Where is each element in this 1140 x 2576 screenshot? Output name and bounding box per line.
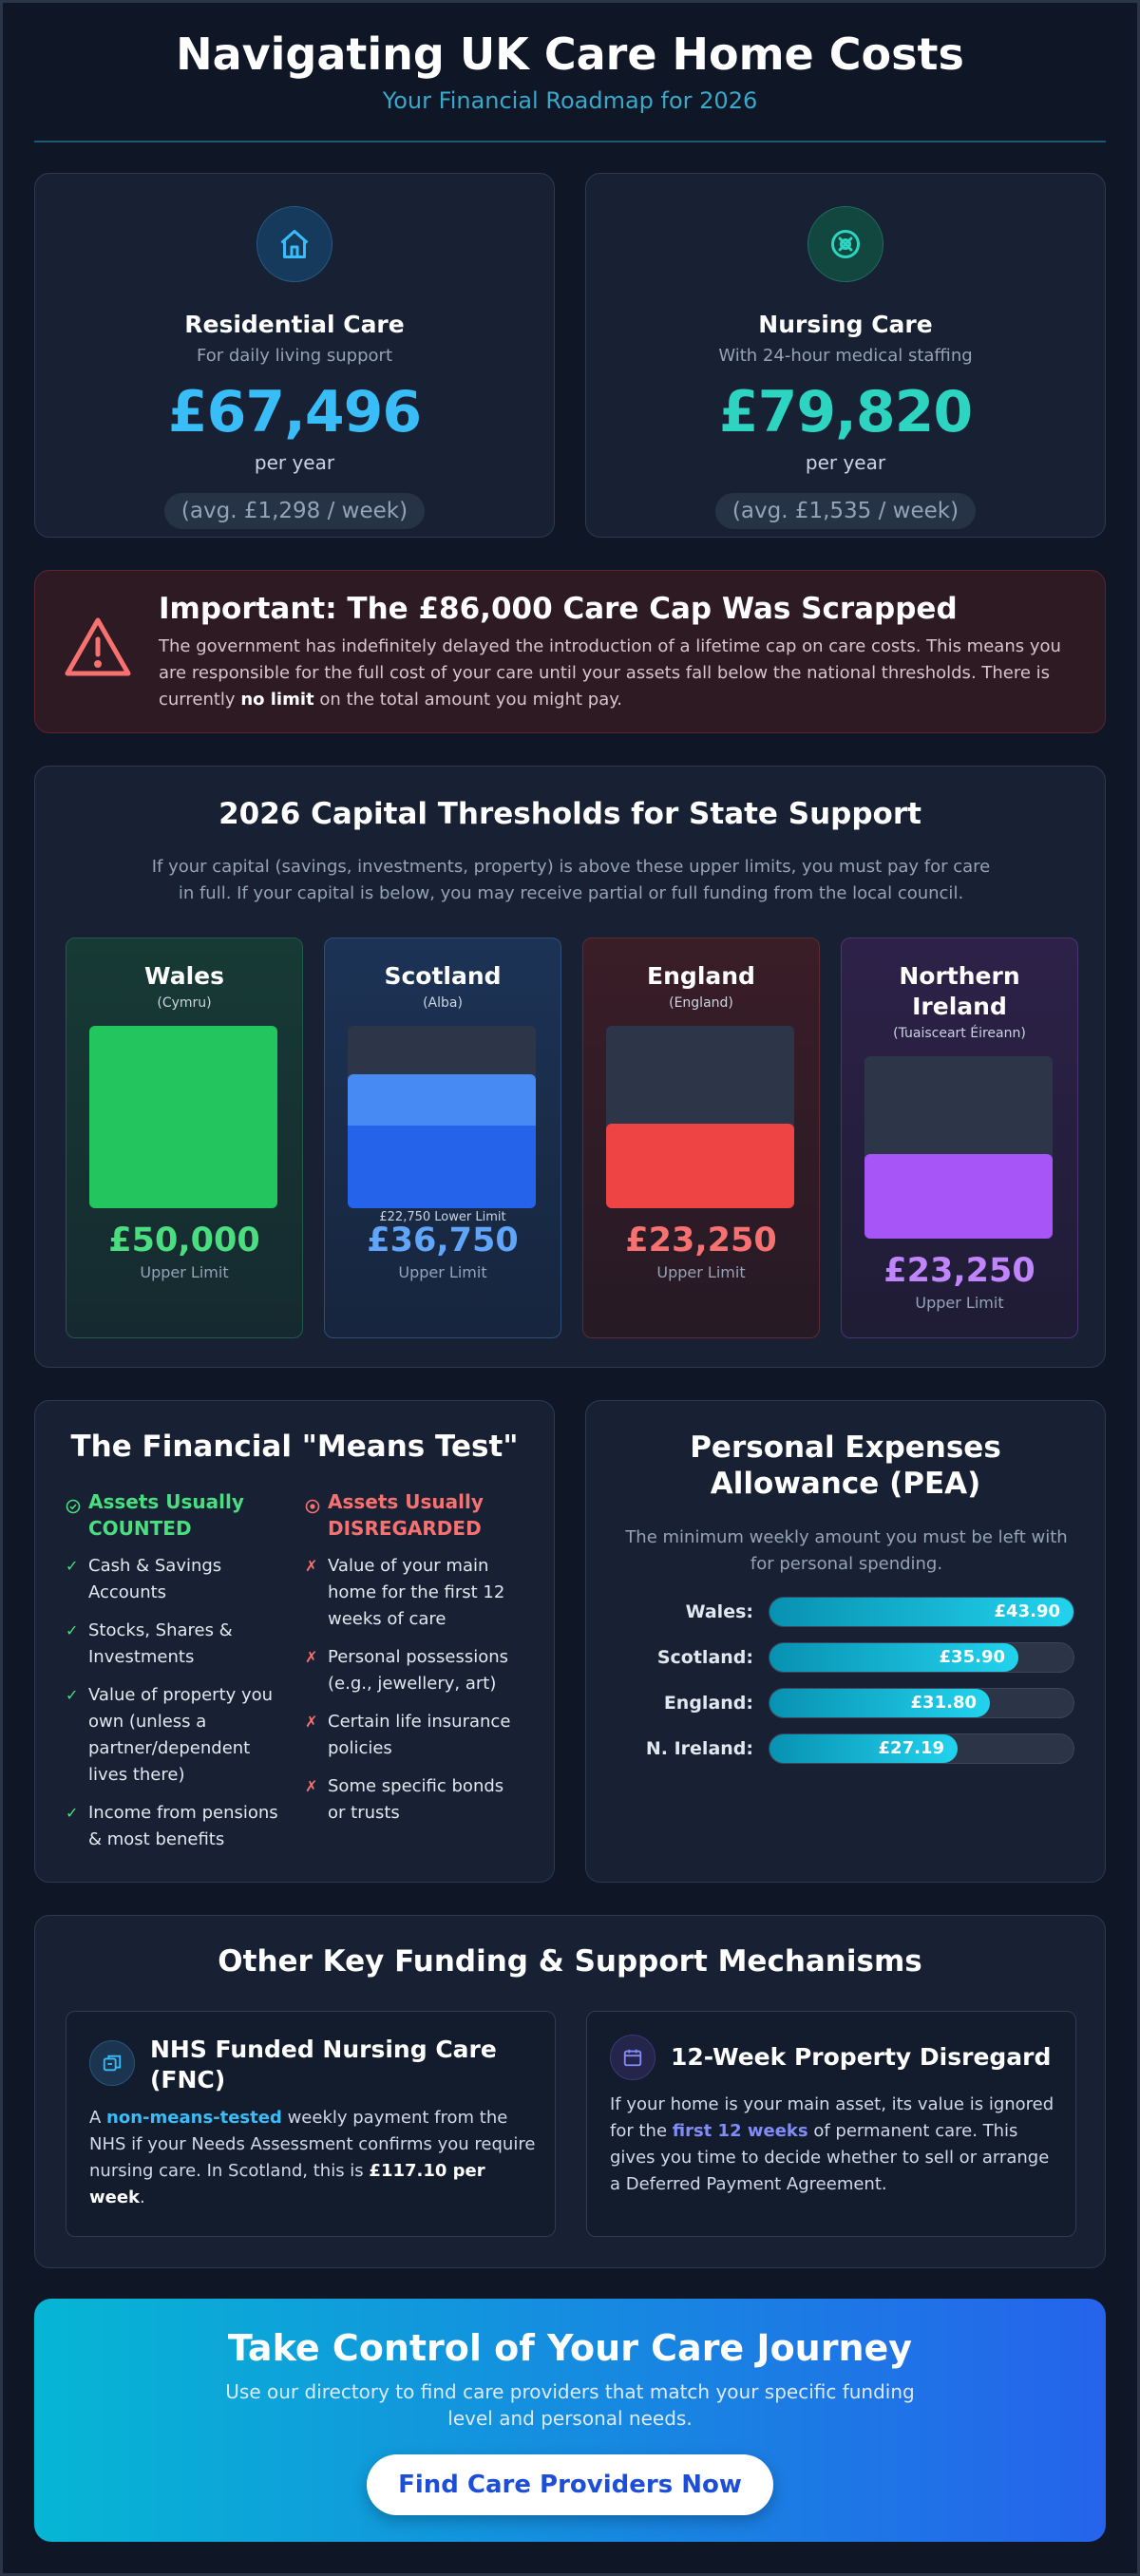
cross-icon: ✗ [305, 1557, 318, 1575]
check-icon: ✓ [66, 1557, 79, 1575]
list-item-text: Value of your main home for the first 12 weeks of care [328, 1556, 505, 1629]
home-icon [256, 206, 332, 282]
list-item-text: Cash & Savings Accounts [88, 1556, 222, 1602]
header-divider [34, 141, 1106, 142]
region-name: Northern Ireland [899, 962, 1020, 1020]
list-item-text: Income from pensions & most benefits [88, 1803, 278, 1849]
region-card-northern-ireland [841, 938, 1078, 1338]
pea-row-label: Wales: [685, 1601, 753, 1622]
pea-bar-track [769, 1597, 1074, 1627]
pea-title: Personal Expenses Allowance (PEA) [690, 1430, 1001, 1501]
nursing-care-title: Nursing Care [758, 311, 933, 338]
nhs-fnc-text [89, 2105, 536, 2211]
list-item [305, 1773, 523, 1827]
means-test-card [34, 1400, 555, 1883]
cross-icon: ✗ [305, 1777, 318, 1795]
region-name: Wales [144, 962, 224, 990]
personal-expenses-allowance-card [585, 1400, 1106, 1883]
pea-description: The minimum weekly amount you must be left with for personal spending. [625, 1527, 1068, 1574]
region-native-name: (England) [669, 995, 733, 1011]
nursing-care-weekly-average: (avg. £1,535 / week) [715, 493, 976, 529]
means-test-title: The Financial "Means Test" [70, 1430, 519, 1464]
residential-care-period: per year [254, 451, 335, 474]
threshold-bar-track [864, 1056, 1053, 1239]
text-part: A [89, 2108, 107, 2128]
text-part: If your home is your main asset, its value is ignored for the [610, 2094, 1054, 2141]
threshold-value-scotland: £36,750 [367, 1222, 519, 1260]
residential-care-subtitle: For daily living support [197, 346, 392, 366]
pea-row-label: Scotland: [656, 1647, 753, 1668]
assets-counted-heading-text: Assets Usually COUNTED [88, 1490, 244, 1540]
cross-icon: ✗ [305, 1648, 318, 1666]
pea-row-northern-ireland [586, 1733, 1105, 1764]
residential-care-weekly-average: (avg. £1,298 / week) [164, 493, 425, 529]
warning-text-emphasis: no limit [240, 690, 314, 710]
threshold-label: Upper Limit [656, 1263, 746, 1281]
check-icon: ✓ [66, 1686, 79, 1704]
list-item-text: Personal possessions (e.g., jewellery, art) [328, 1647, 509, 1694]
assets-disregarded-column [305, 1488, 523, 1838]
region-card-wales [66, 938, 303, 1338]
property-disregard-title: 12-Week Property Disregard [671, 2043, 1052, 2071]
region-native-name: (Tuaisceart Éireann) [893, 1026, 1026, 1041]
page-subtitle: Your Financial Roadmap for 2026 [382, 87, 758, 114]
nhs-fnc-title: NHS Funded Nursing Care (FNC) [150, 2036, 497, 2093]
cta-text: Use our directory to find care providers that match your specific funding level and personal needs. [225, 2380, 915, 2430]
find-care-providers-button[interactable]: Find Care Providers Now [367, 2454, 773, 2515]
cross-icon: ✗ [305, 1713, 318, 1731]
pea-row-label: N. Ireland: [645, 1738, 753, 1759]
warning-text-part: on the total amount you might pay. [314, 690, 623, 710]
pea-bar: £43.90 [770, 1598, 1074, 1626]
other-funding-title: Other Key Funding & Support Mechanisms [218, 1944, 922, 1979]
region-native-name: (Cymru) [157, 995, 212, 1011]
threshold-bar-track [606, 1026, 794, 1208]
check-circle-icon [66, 1494, 88, 1521]
list-item [305, 1709, 523, 1762]
nursing-care-price: £79,820 [718, 379, 973, 445]
calendar-icon [610, 2035, 656, 2080]
list-item-text: Certain life insurance policies [328, 1712, 511, 1758]
threshold-bar-england [606, 1124, 794, 1208]
care-cap-warning-banner [34, 570, 1106, 733]
region-card-scotland [324, 938, 561, 1338]
text-part: of permanent care. This gives you time to decide whether to sell or arrange a Deferred Payment Agreement. [610, 2121, 1050, 2194]
cta-banner [34, 2299, 1106, 2542]
region-name: England [647, 962, 755, 990]
capital-thresholds-section [34, 766, 1106, 1368]
assets-counted-list [66, 1553, 284, 1853]
threshold-label: Upper Limit [915, 1294, 1004, 1312]
threshold-value-england: £23,250 [625, 1222, 777, 1260]
page-title: Navigating UK Care Home Costs [176, 28, 964, 80]
pea-bar: £31.80 [770, 1689, 990, 1717]
pea-bar: £27.19 [770, 1734, 958, 1763]
medical-icon [808, 206, 884, 282]
pea-bar-track [769, 1688, 1074, 1718]
warning-title: Important: The £86,000 Care Cap Was Scrapped [159, 592, 958, 626]
assets-disregarded-list [305, 1553, 523, 1827]
threshold-value-northern-ireland: £23,250 [884, 1252, 1036, 1290]
nursing-care-card [585, 173, 1106, 538]
nhs-fnc-card [66, 2011, 556, 2237]
warning-triangle-icon [64, 616, 132, 681]
list-item-text: Stocks, Shares & Investments [88, 1620, 233, 1667]
region-name: Scotland [384, 962, 502, 990]
pea-bar: £35.90 [770, 1643, 1018, 1672]
property-disregard-text [610, 2092, 1056, 2198]
assets-disregarded-heading [305, 1488, 523, 1542]
nursing-care-period: per year [805, 451, 886, 474]
check-icon: ✓ [66, 1621, 79, 1639]
cta-title: Take Control of Your Care Journey [227, 2327, 913, 2369]
pea-row-england [586, 1688, 1105, 1718]
list-item [66, 1618, 284, 1671]
text-part: weekly payment from the NHS if your Needs Assessment confirms you require nursing care. In Scotland, this is [89, 2108, 536, 2181]
pea-bar-track [769, 1642, 1074, 1673]
pea-row-scotland [586, 1642, 1105, 1673]
pea-bar-track [769, 1733, 1074, 1764]
pea-row-label: England: [663, 1693, 753, 1714]
list-item-text: Some specific bonds or trusts [328, 1776, 504, 1823]
list-item [305, 1553, 523, 1633]
threshold-bar-wales [89, 1026, 277, 1208]
list-item [66, 1800, 284, 1853]
list-item [305, 1644, 523, 1697]
threshold-label: Upper Limit [398, 1263, 487, 1281]
warning-text-part: The government has indefinitely delayed the introduction of a lifetime cap on care costs. This means you are responsible for the full cost of your care until your assets fall below the national thresholds. There is currently [159, 636, 1061, 710]
target-circle-icon [305, 1494, 328, 1521]
threshold-bar-track [348, 1026, 536, 1208]
fnc-amount: £117.10 per week [89, 2161, 485, 2207]
threshold-bar-scotland [348, 1074, 536, 1208]
nursing-care-subtitle: With 24-hour medical staffing [718, 346, 973, 366]
region-native-name: (Alba) [423, 995, 463, 1011]
assets-counted-column [66, 1488, 284, 1865]
thresholds-description: If your capital (savings, investments, property) is above these upper limits, you must pay for care in full. If your capital is below, you may receive partial or full funding from the local council. [151, 857, 991, 903]
threshold-bar-track [89, 1026, 277, 1208]
property-disregard-card [586, 2011, 1076, 2237]
documents-icon [89, 2040, 135, 2086]
check-icon: ✓ [66, 1804, 79, 1822]
list-item [66, 1553, 284, 1606]
threshold-upper-band [348, 1074, 536, 1126]
thresholds-title: 2026 Capital Thresholds for State Support [218, 797, 922, 831]
threshold-value-wales: £50,000 [108, 1222, 260, 1260]
assets-disregarded-heading-text: Assets Usually DISREGARDED [328, 1490, 484, 1540]
threshold-label: Upper Limit [140, 1263, 229, 1281]
pea-row-wales [586, 1597, 1105, 1627]
residential-care-price: £67,496 [167, 379, 422, 445]
threshold-bar-northern-ireland [864, 1154, 1053, 1239]
highlight-text: non-means-tested [106, 2108, 282, 2128]
list-item-text: Value of property you own (unless a partner/dependent lives there) [88, 1685, 274, 1785]
lower-limit-label: £22,750 Lower Limit [379, 1210, 506, 1224]
highlight-text: first 12 weeks [672, 2121, 808, 2141]
warning-text [159, 634, 1090, 713]
residential-care-card [34, 173, 555, 538]
text-part: . [140, 2188, 145, 2207]
assets-counted-heading [66, 1488, 284, 1542]
other-funding-section [34, 1915, 1106, 2268]
region-card-england [582, 938, 820, 1338]
page-header [34, 28, 1106, 114]
residential-care-title: Residential Care [184, 311, 405, 338]
list-item [66, 1682, 284, 1789]
